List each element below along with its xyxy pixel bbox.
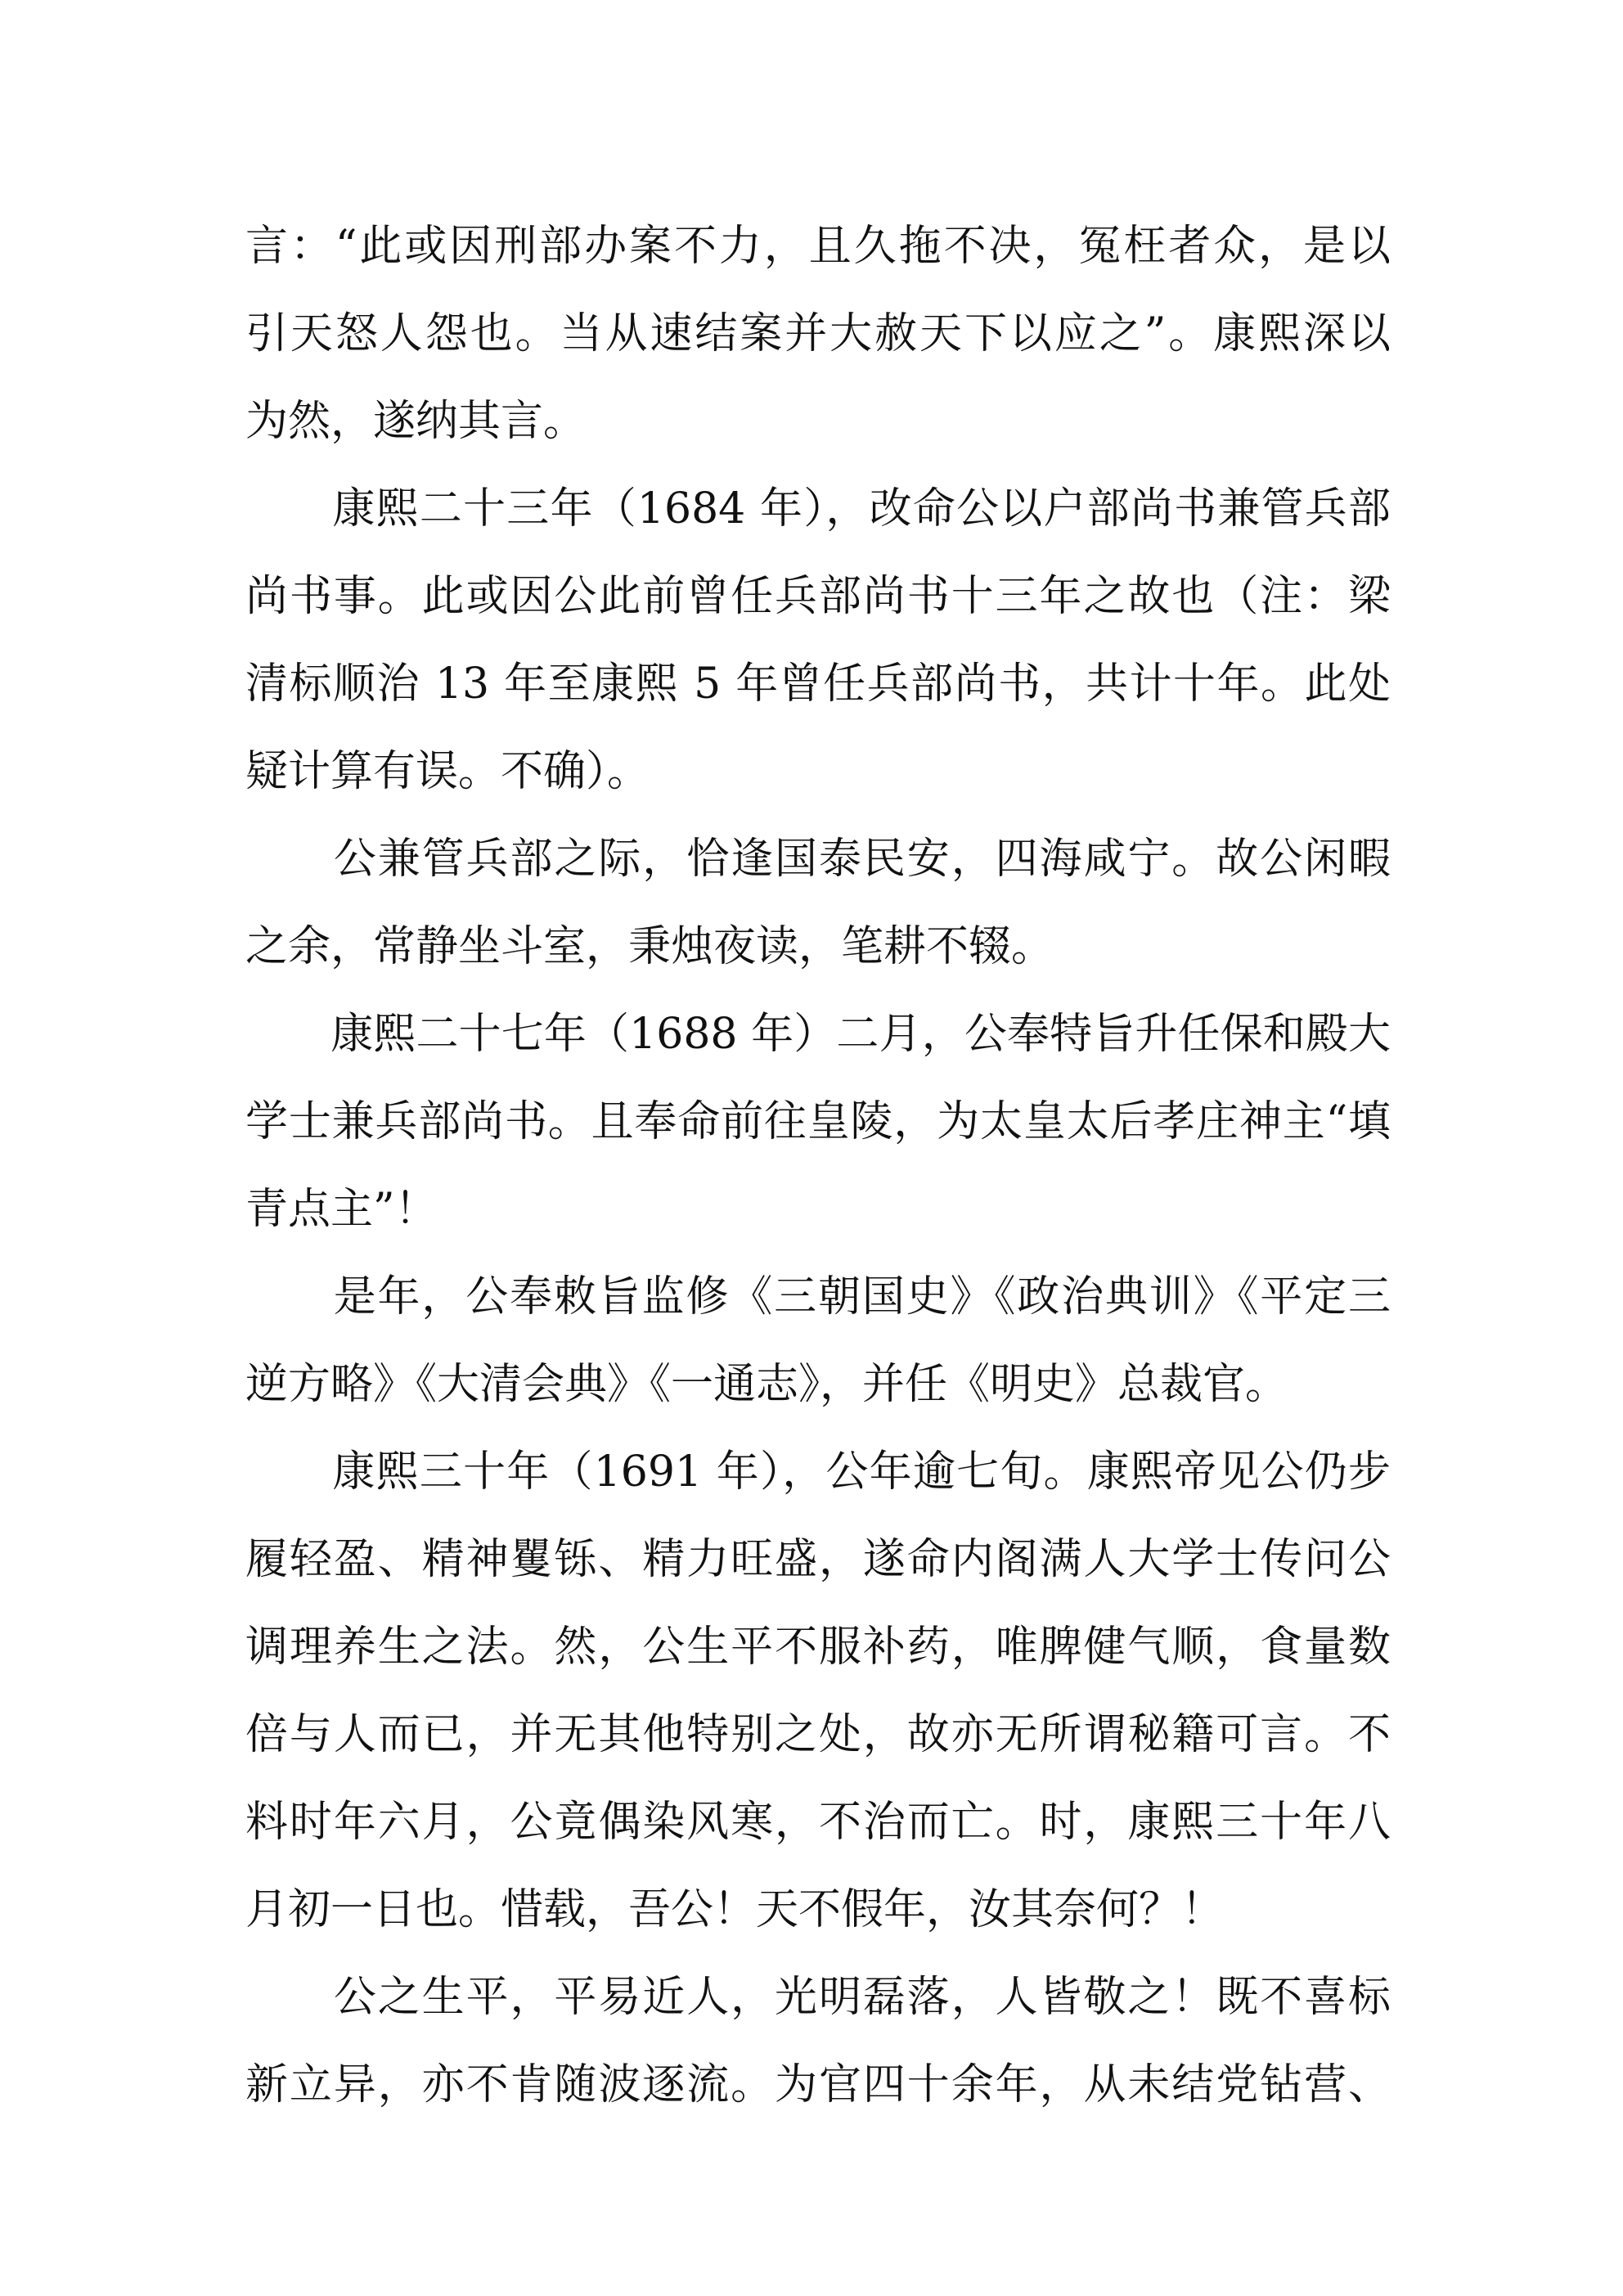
text-line: 新立异，亦不肯随波逐流。为官四十余年，从未结党钻营、 [245,2060,1391,2109]
paragraph-1 [245,203,1391,466]
text-line: 为然，遂纳其言。 [245,397,587,446]
paragraph-2 [245,466,1391,816]
text-line: 康熙三十年（1691 年），公年逾七旬。康熙帝见公仍步 [245,1447,1391,1497]
text-line: 康熙二十七年（1688 年）二月，公奉特旨升任保和殿大 [245,1010,1391,1059]
text-line: 尚书事。此或因公此前曾任兵部尚书十三年之故也（注：梁 [245,572,1391,621]
paragraph-4 [245,991,1391,1254]
text-line: 倍与人而已，并无其他特别之处，故亦无所谓秘籍可言。不 [245,1710,1391,1759]
text-line: 疑计算有误。不确）。 [245,747,650,796]
text-line: 履轻盈、精神矍铄、精力旺盛，遂命内阁满人大学士传问公 [245,1535,1391,1584]
paragraph-6 [245,1429,1391,1954]
text-line: 引天怒人怨也。当从速结案并大赦天下以应之”。康熙深以 [245,309,1391,358]
text-line: 逆方略》《大清会典》《一通志》，并任《明史》总裁官。 [245,1360,1288,1409]
text-line: 公之生平，平易近人，光明磊落，人皆敬之！既不喜标 [245,1973,1391,2022]
text-line: 月初一日也。惜载，吾公！天不假年，汝其奈何？！ [245,1885,1225,1934]
text-line: 康熙二十三年（1684 年），改命公以户部尚书兼管兵部 [245,484,1391,533]
text-line: 是年，公奉敕旨监修《三朝国史》《政治典训》《平定三 [245,1272,1391,1321]
text-line: 青点主”！ [245,1185,438,1234]
paragraph-3 [245,816,1391,991]
paragraph-5 [245,1254,1391,1429]
text-line: 学士兼兵部尚书。且奉命前往皇陵，为太皇太后孝庄神主“填 [245,1097,1391,1146]
text-line: 之余，常静坐斗室，秉烛夜读，笔耕不辍。 [245,922,1054,971]
paragraph-7 [245,1954,1391,2129]
text-line: 调理养生之法。然，公生平不服补药，唯脾健气顺，食量数 [245,1623,1391,1672]
text-line: 料时年六月，公竟偶染风寒，不治而亡。时，康熙三十年八 [245,1798,1391,1847]
text-line: 言：“此或因刑部办案不力，且久拖不决，冤枉者众，是以 [245,222,1391,271]
document-page [245,203,1391,2129]
text-line: 清标顺治 13 年至康熙 5 年曾任兵部尚书，共计十年。此处 [245,660,1391,709]
text-line: 公兼管兵部之际，恰逢国泰民安，四海咸宁。故公闲暇 [245,835,1391,884]
